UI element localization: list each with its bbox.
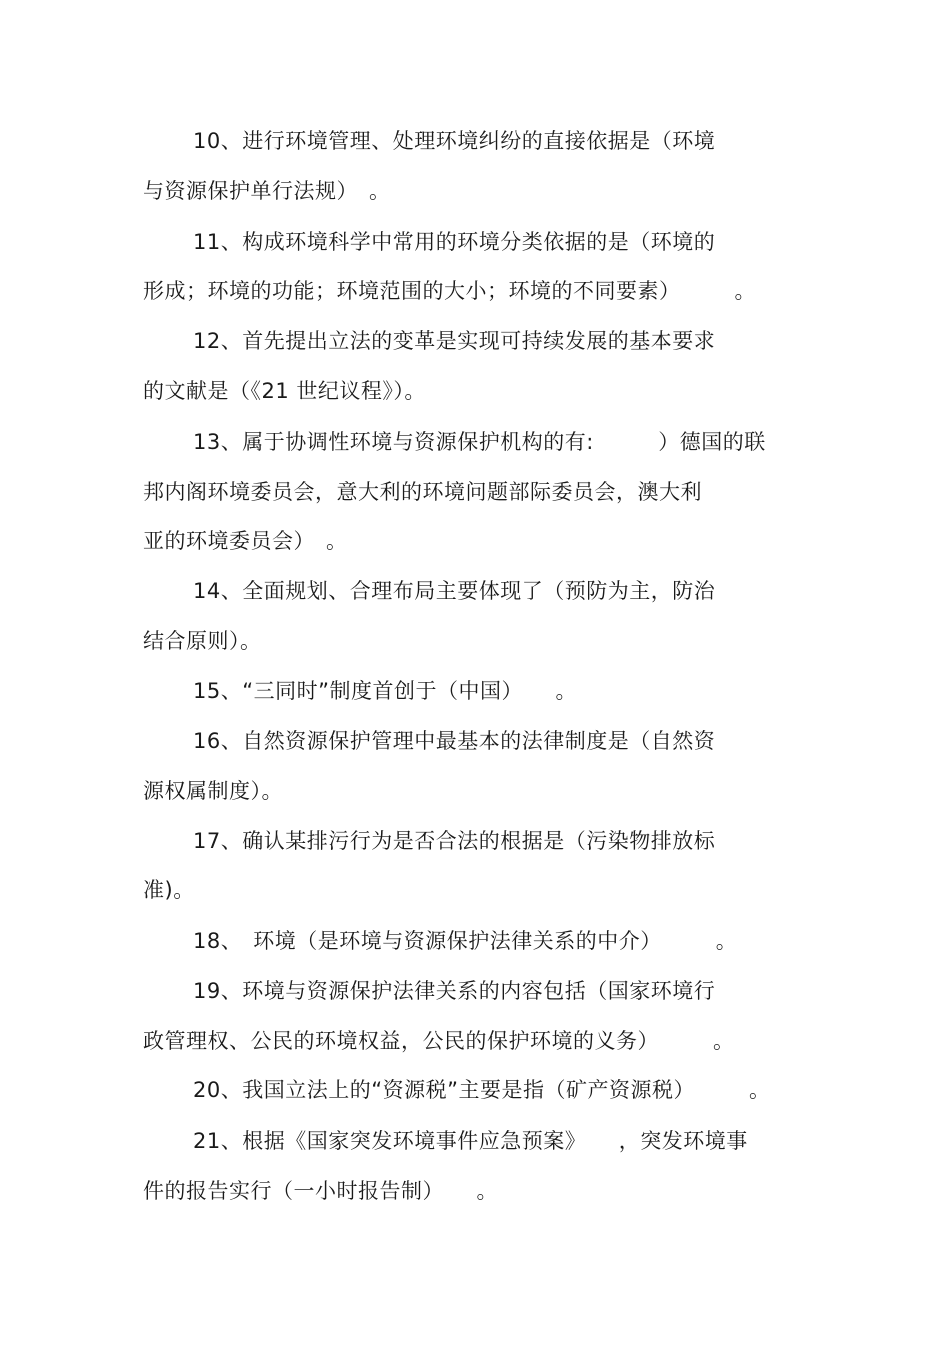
item-20-line-1: 20、我国立法上的“资源税”主要是指（矿产资源税） 。: [193, 1078, 771, 1102]
item-13-line-1: 13、属于协调性环境与资源保护机构的有: ）德国的联: [193, 430, 766, 454]
item-17-line-2: 准)。: [143, 878, 195, 902]
item-21-line-1: 21、根据《国家突发环境事件应急预案》 ，突发环境事: [193, 1129, 748, 1153]
item-19-line-1: 19、环境与资源保护法律关系的内容包括（国家环境行: [193, 979, 716, 1003]
item-16-line-1: 16、自然资源保护管理中最基本的法律制度是（自然资: [193, 729, 716, 753]
item-17-line-1: 17、确认某排污行为是否合法的根据是（污染物排放标: [193, 829, 716, 853]
item-11-line-1: 11、构成环境科学中常用的环境分类依据的是（环境的: [193, 230, 716, 254]
item-12-line-1: 12、首先提出立法的变革是实现可持续发展的基本要求: [193, 329, 716, 353]
item-13-line-2: 邦内阁环境委员会，意大利的环境问题部际委员会，澳大利: [143, 480, 702, 504]
item-10-line-1: 10、进行环境管理、处理环境纠纷的直接依据是（环境: [193, 129, 716, 153]
item-15-line-1: 15、“三同时”制度首创于（中国） 。: [193, 679, 577, 703]
item-16-line-2: 源权属制度）。: [143, 779, 283, 803]
item-12-line-2: 的文献是（《21 世纪议程》）。: [143, 379, 426, 403]
item-13-line-3: 亚的环境委员会） 。: [143, 529, 348, 553]
item-21-line-2: 件的报告实行（一小时报告制） 。: [143, 1179, 498, 1203]
item-10-line-2: 与资源保护单行法规） 。: [143, 179, 391, 203]
item-14-line-2: 结合原则）。: [143, 629, 262, 653]
item-18-line-1: 18、 环境（是环境与资源保护法律关系的中介） 。: [193, 929, 738, 953]
item-11-line-2: 形成；环境的功能；环境范围的大小；环境的不同要素） 。: [143, 279, 756, 303]
item-14-line-1: 14、全面规划、合理布局主要体现了（预防为主，防治: [193, 579, 716, 603]
item-19-line-2: 政管理权、公民的环境权益，公民的保护环境的义务） 。: [143, 1029, 735, 1053]
